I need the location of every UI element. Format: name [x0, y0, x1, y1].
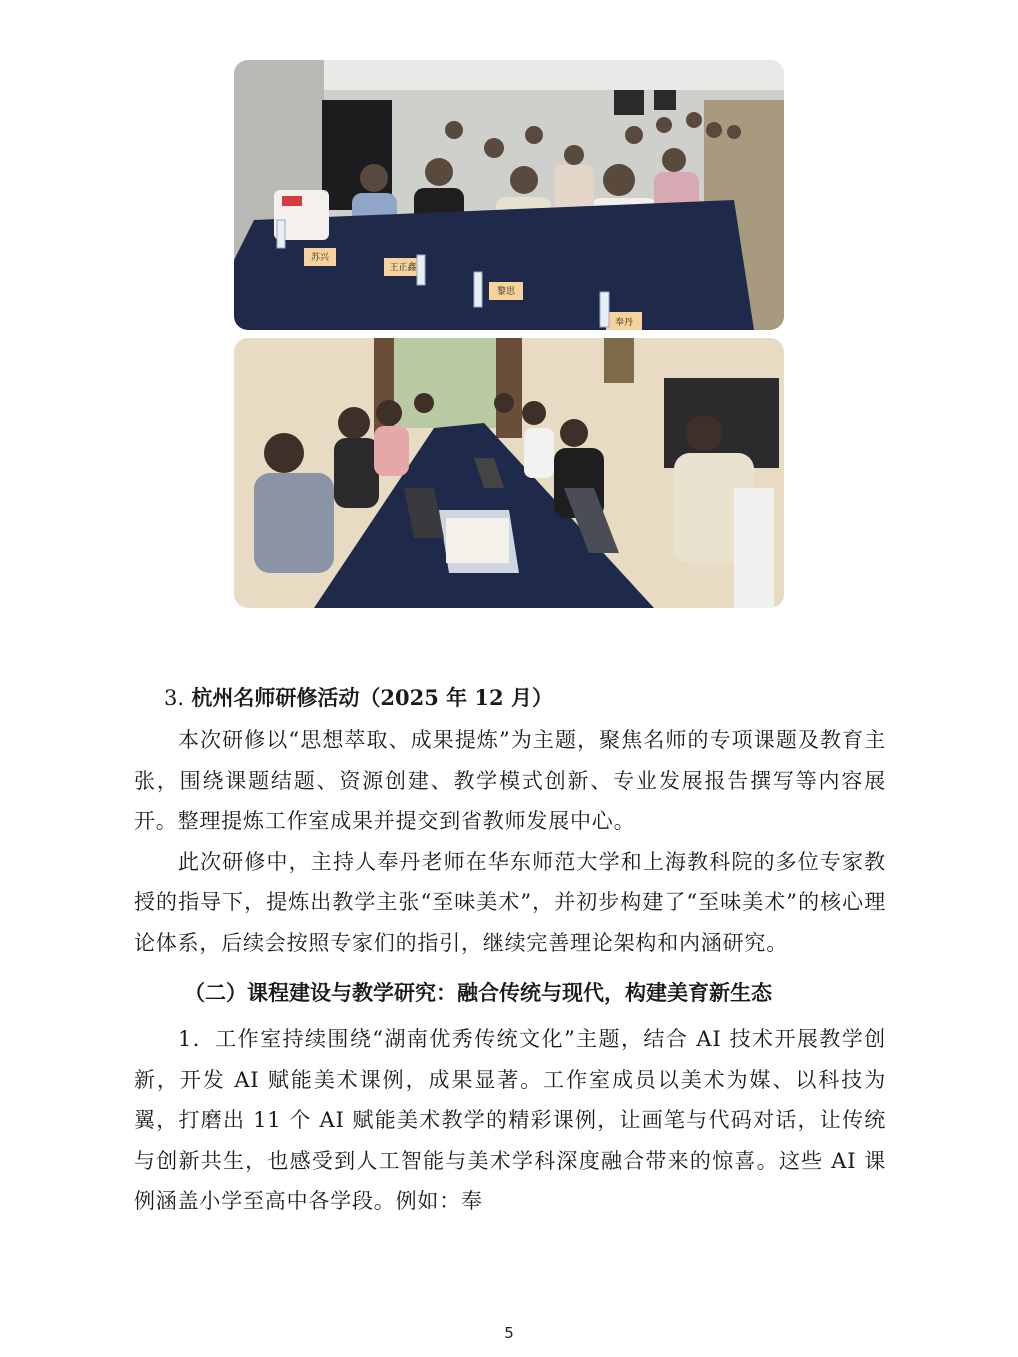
seminar-row-photo	[234, 60, 784, 330]
laptop-workshop-image	[234, 338, 784, 608]
section-3-paragraph-1: 本次研修以“思想萃取、成果提炼”为主题，聚焦名师的专项课题及教育主张，围绕课题结题、资源创建、教学模式创新、专业发展报告撰写等内容展开。整理提炼工作室成果并提交到省教师发展中心。	[134, 728, 886, 833]
section-two-title: （二）课程建设与教学研究：融合传统与现代，构建美育新生态	[184, 980, 772, 1005]
placard-4: 奉丹	[614, 318, 634, 328]
placard-1: 苏兴	[310, 253, 330, 263]
placard-2: 王正鑫	[389, 263, 417, 273]
laptop-workshop-photo	[234, 338, 784, 608]
page-number: 5	[504, 1324, 514, 1342]
section-3-heading	[134, 676, 886, 720]
section-3-number: 3.	[164, 686, 185, 710]
section-3-paragraph-2: 此次研修中，主持人奉丹老师在华东师范大学和上海教科院的多位专家教授的指导下，提炼出教学主张“至味美术”，并初步构建了“至味美术”的核心理论体系，后续会按照专家们的指引，继续完善理论架构和内涵研究。	[134, 849, 886, 955]
seminar-row-image	[234, 60, 784, 330]
placard-3: 黎思	[496, 287, 516, 297]
document-body	[134, 676, 886, 1222]
section-3-title: 杭州名师研修活动（2025 年 12 月）	[191, 685, 553, 710]
section-two-paragraph-1: 1．工作室持续围绕“湖南优秀传统文化”主题，结合 AI 技术开展教学创新，开发 AI 赋能美术课例，成果显著。工作室成员以美术为媒、以科技为翼，打磨出 11 个 AI 赋能美术教学的精彩课例，让画笔与代码对话，让传统与创新共生，也感受到人工智能与美术学科深度融合带来的惊喜。这些 AI 课例涵盖小学至高中各学段。例如：奉	[134, 1027, 886, 1213]
